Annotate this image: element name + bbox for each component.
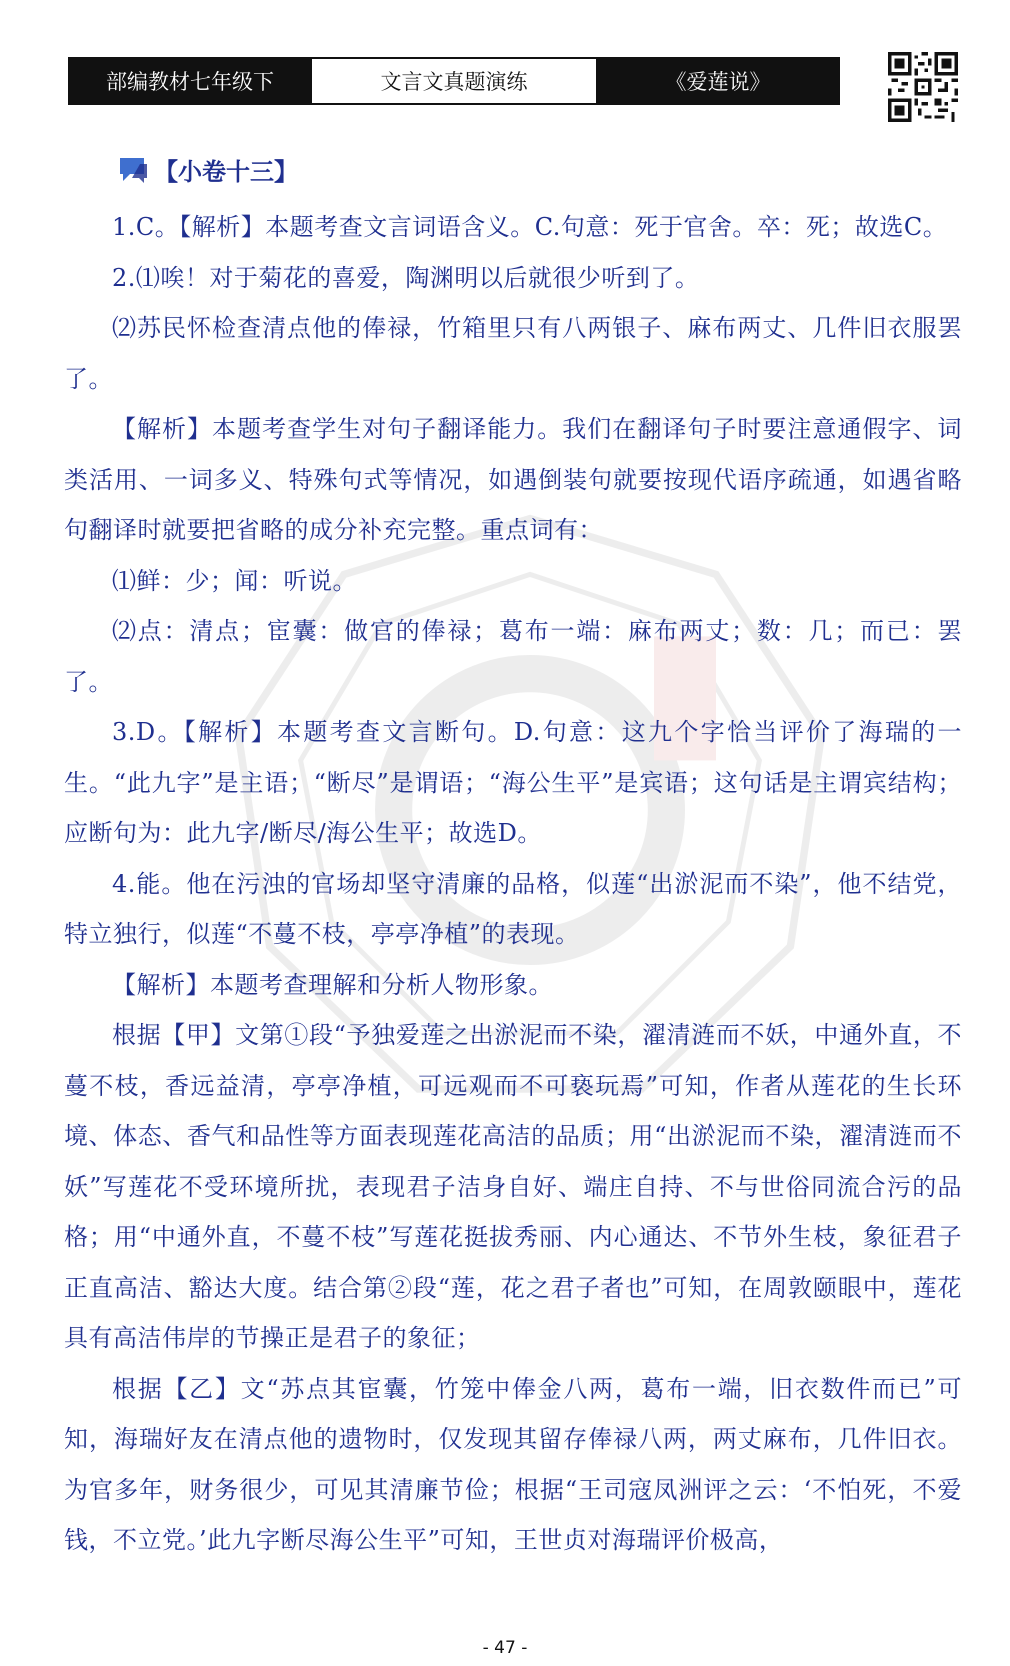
header-lesson: 《爱莲说》	[598, 59, 838, 103]
answer-paragraph: 4.能。他在污浊的官场却坚守清廉的品格，似莲“出淤泥而不染”，他不结党，特立独行，似莲“不蔓不枝，亭亭净植”的表现。	[64, 869, 962, 948]
section-title-text: 【小卷十三】	[154, 158, 298, 186]
answer-paragraph: ⑴鲜：少；闻：听说。	[112, 566, 357, 595]
answer-paragraph: 根据【乙】文“苏点其宦囊，竹笼中俸金八两，葛布一端，旧衣数件而已”可知，海瑞好友在清点他的遗物时，仅发现其留存俸禄八两，两丈麻布，几件旧衣。为官多年，财务很少，可见其清廉节俭；根据“王司寇凤洲评之云：‘不怕死，不爱钱，不立党。’此九字断尽海公生平”可知，王世贞对海瑞评价极高，	[64, 1374, 962, 1554]
answer-paragraph: ⑵点：清点；宦囊：做官的俸禄；葛布一端：麻布两丈；数：几；而已：罢了。	[64, 617, 962, 696]
section-title	[118, 152, 298, 187]
answer-paragraph: 【解析】本题考查学生对句子翻译能力。我们在翻译句子时要注意通假字、词类活用、一词多义、特殊句式等情况，如遇倒装句就要按现代语序疏通，如遇省略句翻译时就要把省略的成分补充完整。重点词有：	[64, 415, 962, 544]
answer-paragraph: 根据【甲】文第①段“予独爱莲之出淤泥而不染，濯清涟而不妖，中通外直，不蔓不枝，香远益清，亭亭净植，可远观而不可亵玩焉”可知，作者从莲花的生长环境、体态、香气和品性等方面表现莲花高洁的品质；用“出淤泥而不染，濯清涟而不妖”写莲花不受环境所扰，表现君子洁身自好、端庄自持、不与世俗同流合污的品格；用“中通外直，不蔓不枝”写莲花挺拔秀丽、内心通达、不节外生枝，象征君子正直高洁、豁达大度。结合第②段“莲，花之君子者也”可知，在周敦颐眼中，莲花具有高洁伟岸的节操正是君子的象征；	[64, 1021, 962, 1352]
answer-paragraph: 【解析】本题考查理解和分析人物形象。	[112, 970, 553, 999]
qr-code-icon	[888, 52, 958, 122]
answer-paragraph: 3.D。【解析】本题考查文言断句。D.句意：这九个字恰当评价了海瑞的一生。“此九字”是主语；“断尽”是谓语；“海公生平”是宾语；这句话是主谓宾结构；应断句为：此九字/断尽/海公生平；故选D。	[64, 718, 962, 847]
answer-paragraph: ⑵苏民怀检查清点他的俸禄，竹箱里只有八两银子、麻布两丈、几件旧衣服罢了。	[64, 314, 962, 393]
speech-bubble-icon	[118, 156, 148, 184]
answer-paragraph: 2.⑴唉！对于菊花的喜爱，陶渊明以后就很少听到了。	[112, 263, 700, 292]
header-topic: 文言文真题演练	[310, 59, 598, 103]
header-bar	[68, 57, 840, 105]
page-number: - 47 -	[482, 1638, 528, 1658]
answer-content	[64, 202, 962, 1566]
header-grade: 部编教材七年级下	[70, 59, 310, 103]
answer-paragraph: 1.C。【解析】本题考查文言词语含义。C.句意：死于官舍。卒：死；故选C。	[112, 213, 948, 241]
